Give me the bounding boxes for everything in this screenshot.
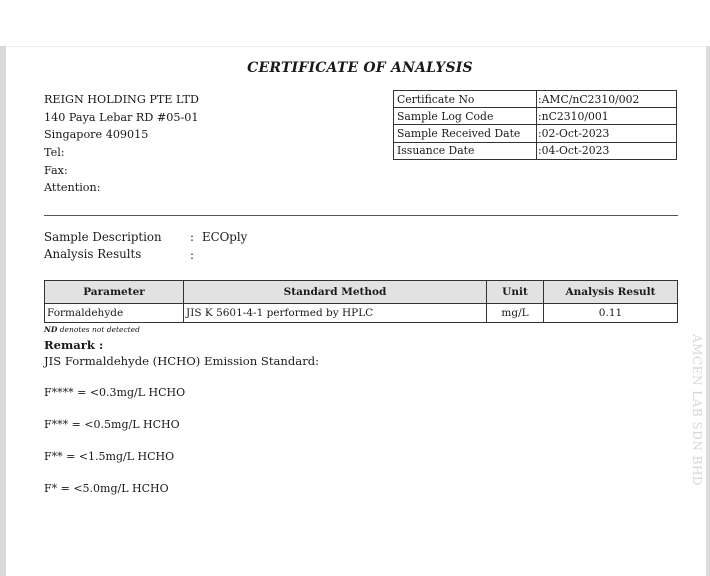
table-row: [45, 304, 678, 323]
certificate-info-table: [393, 90, 677, 160]
info-row-sample-log-code: [394, 108, 677, 125]
info-row-sample-received-date: [394, 125, 677, 142]
info-value: :nC2310/001: [537, 108, 677, 125]
client-fax-label: Fax:: [44, 164, 68, 177]
nd-text: denotes not detected: [57, 325, 140, 334]
nd-footnote: [44, 325, 140, 334]
document-title: CERTIFICATE OF ANALYSIS: [247, 60, 473, 76]
sample-description-value: ECOply: [202, 230, 248, 244]
standard-f3: F*** = <0.5mg/L HCHO: [44, 418, 180, 431]
page-edge-right: [706, 46, 710, 576]
page-edge-left: [0, 46, 6, 576]
info-label: Sample Log Code: [394, 108, 537, 125]
analysis-results-label: Analysis Results: [44, 247, 142, 261]
info-label: Sample Received Date: [394, 125, 537, 142]
cell-unit: mg/L: [487, 304, 544, 323]
client-address-line2: Singapore 409015: [44, 128, 149, 141]
sample-description-label: Sample Description: [44, 230, 162, 244]
page-top-edge: [6, 46, 706, 47]
standard-f2: F** = <1.5mg/L HCHO: [44, 450, 175, 463]
header-parameter: Parameter: [45, 281, 184, 304]
header-analysis-result: Analysis Result: [544, 281, 678, 304]
sample-description-colon: :: [190, 230, 194, 244]
lab-watermark: AMCEN LAB SDN BHD: [690, 334, 704, 487]
results-header-row: [45, 281, 678, 304]
remark-title: Remark :: [44, 338, 104, 352]
client-attention-label: Attention:: [44, 181, 101, 194]
cell-standard-method: JIS K 5601-4-1 performed by HPLC: [184, 304, 487, 323]
results-table: [44, 280, 678, 323]
section-divider: [44, 215, 678, 216]
info-value: :04-Oct-2023: [537, 142, 677, 159]
header-standard-method: Standard Method: [184, 281, 487, 304]
info-value: :02-Oct-2023: [537, 125, 677, 142]
info-label: Certificate No: [394, 91, 537, 108]
info-label: Issuance Date: [394, 142, 537, 159]
cell-analysis-result: 0.11: [544, 304, 678, 323]
client-address-line1: 140 Paya Lebar RD #05-01: [44, 111, 199, 124]
analysis-results-colon: :: [190, 248, 194, 262]
header-unit: Unit: [487, 281, 544, 304]
standard-f4: F**** = <0.3mg/L HCHO: [44, 386, 186, 399]
info-row-certificate-no: [394, 91, 677, 108]
info-value: :AMC/nC2310/002: [537, 91, 677, 108]
info-row-issuance-date: [394, 142, 677, 159]
client-name: REIGN HOLDING PTE LTD: [44, 93, 199, 106]
nd-abbr: ND: [44, 325, 58, 334]
client-tel-label: Tel:: [44, 146, 65, 159]
remark-body: JIS Formaldehyde (HCHO) Emission Standard:: [44, 354, 320, 368]
standard-f1: F* = <5.0mg/L HCHO: [44, 482, 169, 495]
cell-parameter: Formaldehyde: [45, 304, 184, 323]
